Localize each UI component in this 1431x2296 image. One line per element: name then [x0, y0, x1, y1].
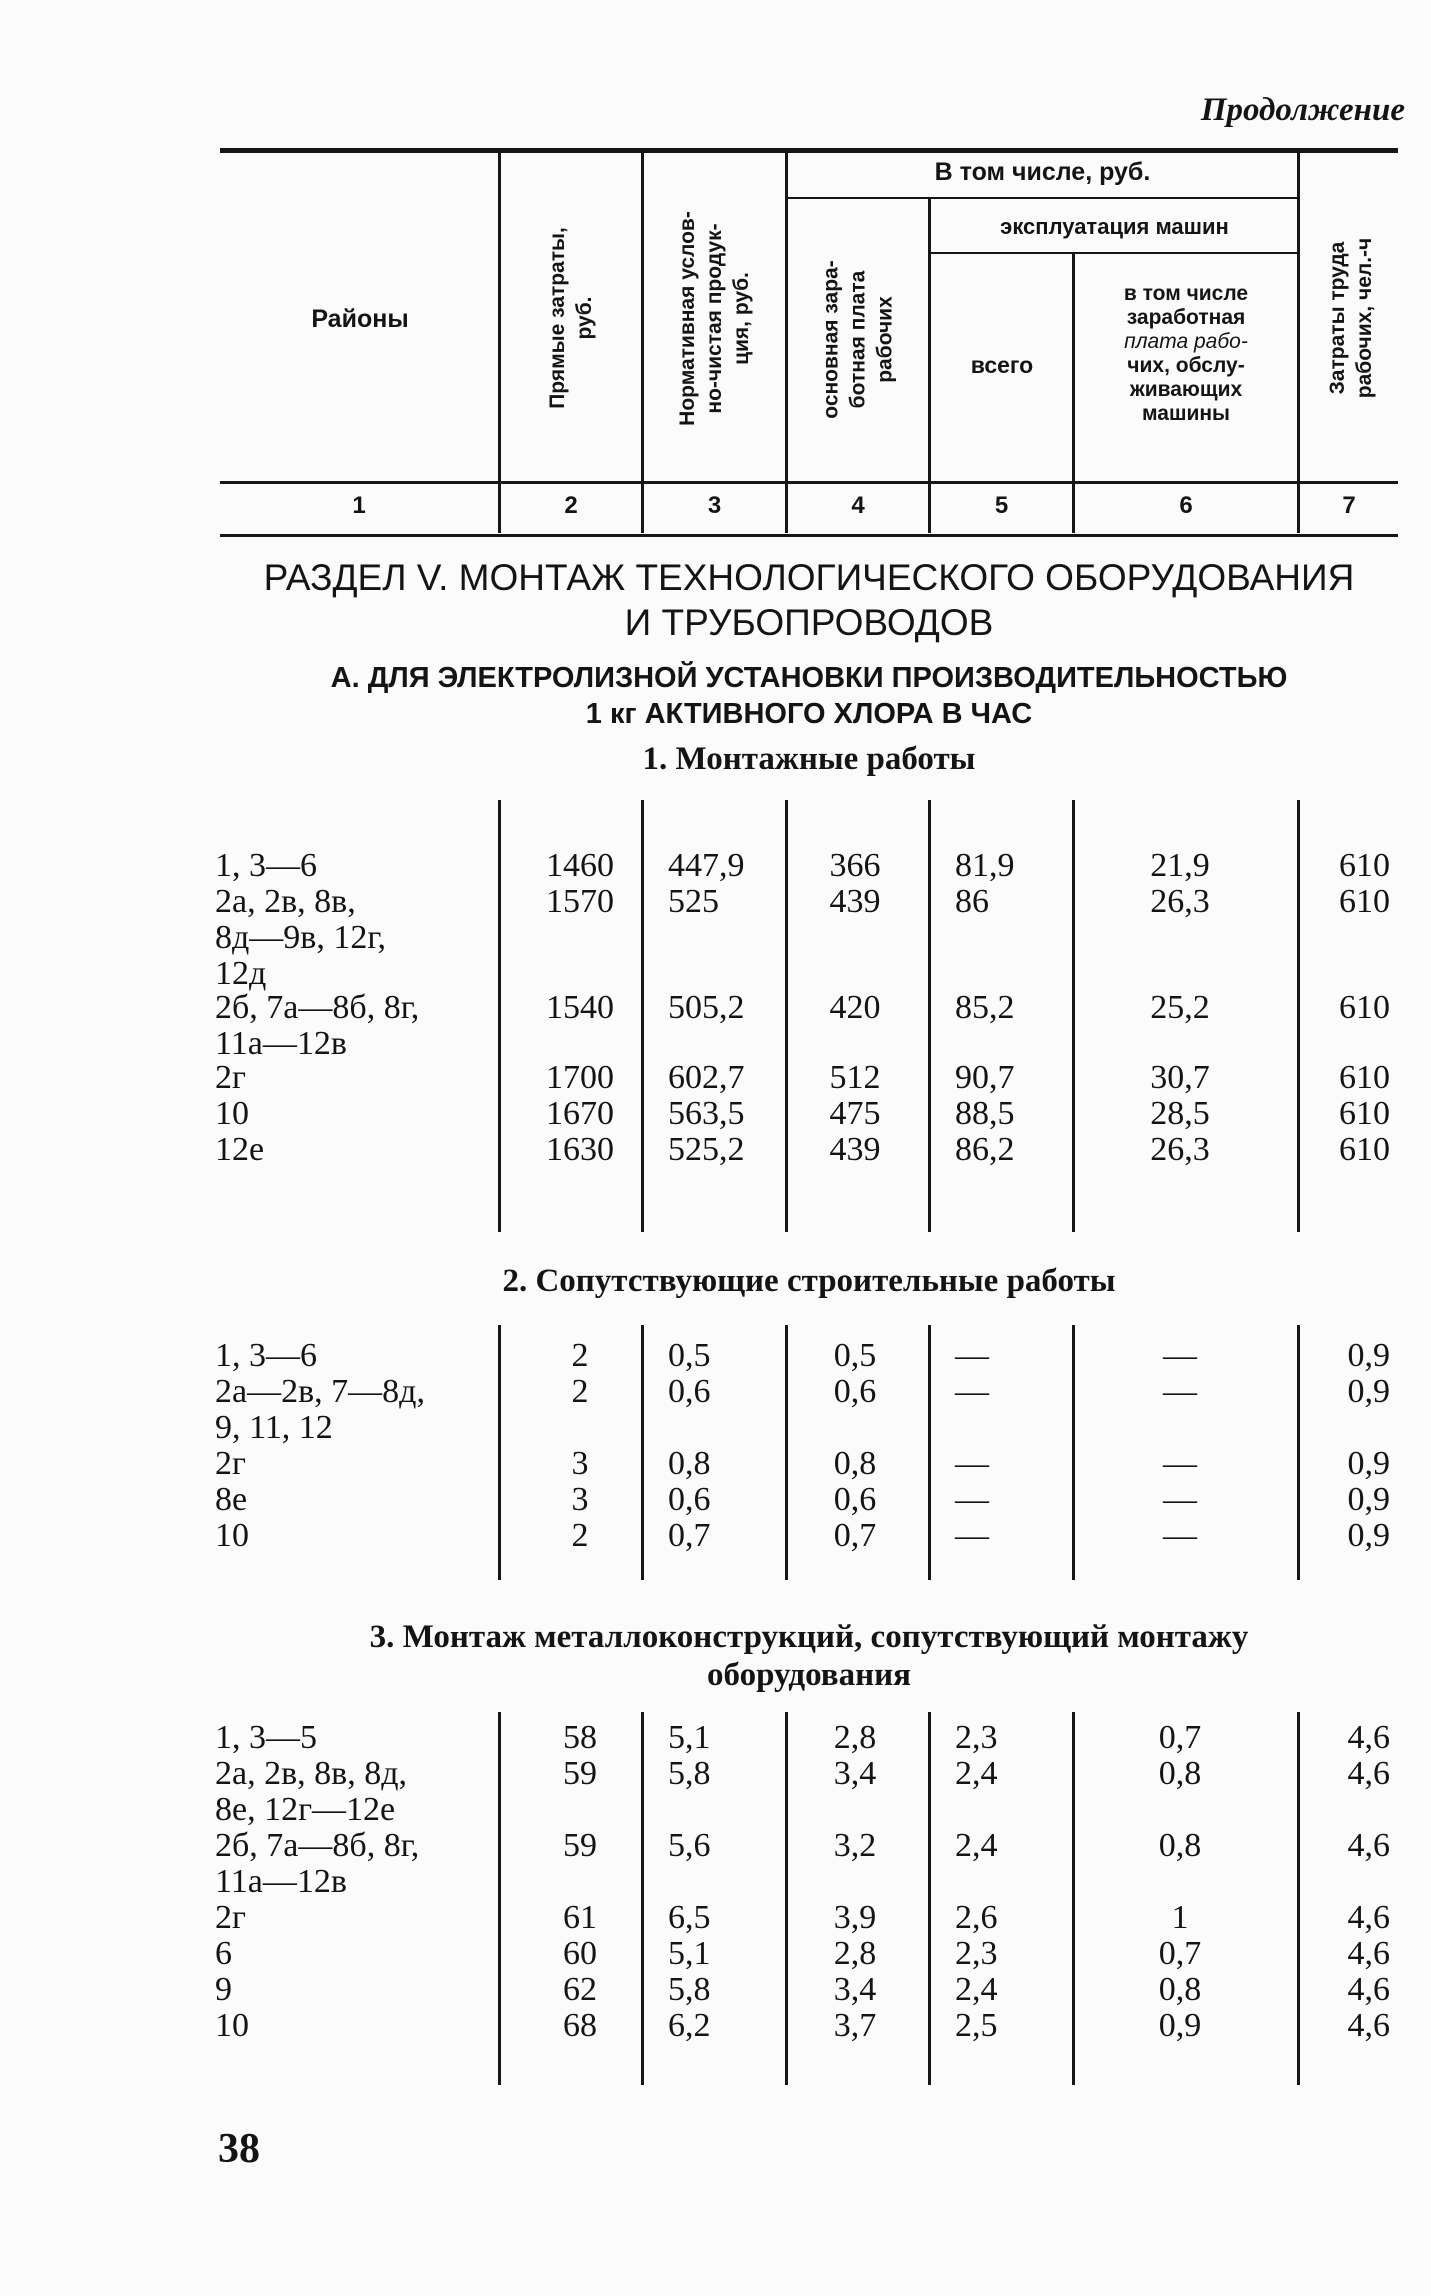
direct-costs-cell: 2 — [571, 1517, 589, 1554]
direct-costs-cell: 1540 — [546, 989, 614, 1026]
machine-wage-cell: 26,3 — [1150, 883, 1210, 920]
machine-total-cell: 2,4 — [955, 1755, 998, 1792]
basic-wage-cell: 512 — [829, 1059, 881, 1096]
labor-hours-cell: 610 — [1339, 883, 1390, 920]
labor-hours-cell: 610 — [1339, 989, 1390, 1026]
labor-hours-cell: 4,6 — [1347, 2007, 1390, 2044]
head-direct-costs: Прямые затраты, руб. — [546, 227, 597, 409]
machine-wage-cell: 25,2 — [1150, 989, 1210, 1026]
basic-wage-cell: 0,7 — [833, 1517, 877, 1554]
region-cell: 12е — [215, 1131, 265, 1168]
region-cell: 2б, 7а—8б, 8г, 11а—12в — [215, 1827, 420, 1900]
column-divider — [928, 1325, 931, 1580]
basic-wage-cell: 2,8 — [833, 1719, 877, 1756]
basic-wage-cell: 366 — [829, 847, 881, 884]
machine-wage-cell: 26,3 — [1150, 1131, 1210, 1168]
labor-hours-cell: 610 — [1339, 847, 1390, 884]
machine-total-cell: 2,5 — [955, 2007, 998, 2044]
machine-wage-cell: 21,9 — [1150, 847, 1210, 884]
machine-total-cell: 90,7 — [955, 1059, 1015, 1096]
machine-total-cell: 2,3 — [955, 1935, 998, 1972]
region-cell: 10 — [215, 2007, 249, 2044]
labor-hours-cell: 610 — [1339, 1095, 1390, 1132]
rule-numbers-bottom — [220, 534, 1398, 537]
head-vline-2 — [641, 153, 644, 533]
machine-wage-cell: — — [1163, 1481, 1197, 1518]
direct-costs-cell: 60 — [563, 1935, 597, 1972]
column-divider — [1072, 1712, 1075, 2085]
net-production-cell: 5,8 — [668, 1971, 711, 2008]
colnum-2: 2 — [564, 492, 578, 519]
basic-wage-cell: 3,9 — [833, 1899, 877, 1936]
net-production-cell: 0,6 — [668, 1373, 711, 1410]
machine-wage-cell: — — [1163, 1373, 1197, 1410]
column-divider — [641, 1325, 644, 1580]
direct-costs-cell: 1570 — [546, 883, 614, 920]
net-production-cell: 5,6 — [668, 1827, 711, 1864]
region-cell: 2б, 7а—8б, 8г, 11а—12в — [215, 989, 420, 1062]
basic-wage-cell: 420 — [829, 989, 881, 1026]
machine-total-cell: — — [955, 1517, 989, 1554]
basic-wage-cell: 2,8 — [833, 1935, 877, 1972]
net-production-cell: 447,9 — [668, 847, 745, 884]
net-production-cell: 563,5 — [668, 1095, 745, 1132]
labor-hours-cell: 4,6 — [1347, 1935, 1390, 1972]
head-labor: Затраты труда рабочих, чел.-ч — [1326, 237, 1376, 399]
labor-hours-cell: 610 — [1339, 1131, 1390, 1168]
machine-total-cell: — — [955, 1481, 989, 1518]
rule-head-bottom — [220, 481, 1398, 484]
machine-total-cell: 2,6 — [955, 1899, 998, 1936]
column-divider — [928, 1712, 931, 2085]
rule-top — [220, 148, 1398, 153]
machine-total-cell: 81,9 — [955, 847, 1015, 884]
head-regions: Районы — [311, 305, 409, 333]
basic-wage-cell: 439 — [829, 883, 881, 920]
machine-total-cell: — — [955, 1373, 989, 1410]
net-production-cell: 0,6 — [668, 1481, 711, 1518]
labor-hours-cell: 4,6 — [1347, 1719, 1390, 1756]
continuation-label: Продолжение — [1200, 92, 1405, 128]
net-production-cell: 0,8 — [668, 1445, 711, 1482]
region-cell: 2г — [215, 1445, 246, 1482]
direct-costs-cell: 1670 — [546, 1095, 614, 1132]
column-divider — [1072, 1325, 1075, 1580]
labor-hours-cell: 0,9 — [1347, 1481, 1390, 1518]
labor-hours-cell: 0,9 — [1347, 1337, 1390, 1374]
machine-total-cell: — — [955, 1445, 989, 1482]
colnum-7: 7 — [1342, 492, 1356, 519]
head-machine-wage: в том числе заработная плата рабо- чих, обслу- живающих машины — [1123, 282, 1249, 425]
direct-costs-cell: 3 — [571, 1481, 589, 1518]
machine-wage-cell: — — [1163, 1337, 1197, 1374]
machine-wage-cell: 28,5 — [1150, 1095, 1210, 1132]
basic-wage-cell: 3,7 — [833, 2007, 877, 2044]
region-cell: 2г — [215, 1059, 246, 1096]
machine-wage-cell: 1 — [1171, 1899, 1189, 1936]
net-production-cell: 0,5 — [668, 1337, 711, 1374]
direct-costs-cell: 58 — [563, 1719, 597, 1756]
rule-machines — [930, 252, 1297, 254]
direct-costs-cell: 1630 — [546, 1131, 614, 1168]
head-vline-6 — [1297, 153, 1300, 533]
basic-wage-cell: 3,4 — [833, 1971, 877, 2008]
machine-wage-cell: — — [1163, 1445, 1197, 1482]
region-cell: 10 — [215, 1095, 249, 1132]
section-title: РАЗДЕЛ V. МОНТАЖ ТЕХНОЛОГИЧЕСКОГО ОБОРУДОВАНИЯ И ТРУБОПРОВОДОВ — [263, 557, 1355, 643]
machine-total-cell: — — [955, 1337, 989, 1374]
net-production-cell: 6,2 — [668, 2007, 711, 2044]
rule-group — [787, 197, 1297, 199]
colnum-3: 3 — [707, 492, 722, 519]
labor-hours-cell: 0,9 — [1347, 1373, 1390, 1410]
direct-costs-cell: 1700 — [546, 1059, 614, 1096]
direct-costs-cell: 62 — [563, 1971, 597, 2008]
machine-wage-cell: 0,8 — [1158, 1827, 1202, 1864]
labor-hours-cell: 0,9 — [1347, 1517, 1390, 1554]
head-total: всего — [970, 352, 1034, 378]
colnum-1: 1 — [352, 492, 366, 519]
net-production-cell: 525 — [668, 883, 719, 920]
basic-wage-cell: 0,6 — [833, 1481, 877, 1518]
machine-total-cell: 86 — [955, 883, 989, 920]
net-production-cell: 0,7 — [668, 1517, 711, 1554]
direct-costs-cell: 61 — [563, 1899, 597, 1936]
head-vline-3 — [785, 153, 788, 533]
head-machines: эксплуатация машин — [1000, 214, 1229, 239]
basic-wage-cell: 475 — [829, 1095, 881, 1132]
basic-wage-cell: 0,5 — [833, 1337, 877, 1374]
direct-costs-cell: 2 — [571, 1337, 589, 1374]
region-cell: 8е — [215, 1481, 248, 1518]
block-title: 3. Монтаж металлоконструкций, сопутствующий монтажу оборудования — [369, 1619, 1249, 1693]
machine-total-cell: 2,4 — [955, 1827, 998, 1864]
block-title: 1. Монтажные работы — [642, 741, 976, 777]
net-production-cell: 5,1 — [668, 1719, 711, 1756]
net-production-cell: 5,8 — [668, 1755, 711, 1792]
head-net-production: Нормативная услов- но-чистая продук- ция, руб. — [675, 210, 753, 426]
head-vline-4 — [928, 199, 931, 533]
region-cell: 10 — [215, 1517, 249, 1554]
colnum-4: 4 — [851, 492, 865, 519]
direct-costs-cell: 59 — [563, 1755, 597, 1792]
page-number: 38 — [218, 2126, 260, 2172]
head-basic-wage: основная зара- ботная плата рабочих — [819, 260, 897, 419]
machine-wage-cell: 0,8 — [1158, 1971, 1202, 2008]
labor-hours-cell: 0,9 — [1347, 1445, 1390, 1482]
net-production-cell: 602,7 — [668, 1059, 745, 1096]
basic-wage-cell: 3,4 — [833, 1755, 877, 1792]
region-cell: 6 — [215, 1935, 232, 1972]
machine-wage-cell: 0,9 — [1158, 2007, 1202, 2044]
machine-total-cell: 2,3 — [955, 1719, 998, 1756]
basic-wage-cell: 439 — [829, 1131, 881, 1168]
labor-hours-cell: 4,6 — [1347, 1755, 1390, 1792]
direct-costs-cell: 68 — [563, 2007, 597, 2044]
machine-total-cell: 86,2 — [955, 1131, 1015, 1168]
labor-hours-cell: 4,6 — [1347, 1899, 1390, 1936]
column-divider — [785, 800, 788, 1232]
direct-costs-cell: 3 — [571, 1445, 589, 1482]
machine-wage-cell: 0,7 — [1158, 1719, 1202, 1756]
basic-wage-cell: 0,8 — [833, 1445, 877, 1482]
machine-wage-cell: 0,8 — [1158, 1755, 1202, 1792]
machine-wage-cell: — — [1163, 1517, 1197, 1554]
basic-wage-cell: 3,2 — [833, 1827, 877, 1864]
machine-total-cell: 88,5 — [955, 1095, 1015, 1132]
column-divider — [1072, 800, 1075, 1232]
labor-hours-cell: 4,6 — [1347, 1827, 1390, 1864]
head-group: В том числе, руб. — [934, 158, 1151, 186]
region-cell: 2а, 2в, 8в, 8д, 8е, 12г—12е — [215, 1755, 407, 1828]
labor-hours-cell: 610 — [1339, 1059, 1390, 1096]
machine-wage-cell: 0,7 — [1158, 1935, 1202, 1972]
machine-total-cell: 85,2 — [955, 989, 1015, 1026]
machine-total-cell: 2,4 — [955, 1971, 998, 2008]
direct-costs-cell: 2 — [571, 1373, 589, 1410]
region-cell: 9 — [215, 1971, 232, 2008]
direct-costs-cell: 59 — [563, 1827, 597, 1864]
net-production-cell: 525,2 — [668, 1131, 745, 1168]
region-cell: 1, 3—6 — [215, 1337, 317, 1374]
subsection-title: А. ДЛЯ ЭЛЕКТРОЛИЗНОЙ УСТАНОВКИ ПРОИЗВОДИТЕЛЬНОСТЬЮ 1 кг АКТИВНОГО ХЛОРА В ЧАС — [330, 662, 1288, 730]
machine-wage-cell: 30,7 — [1150, 1059, 1210, 1096]
region-cell: 1, 3—6 — [215, 847, 317, 884]
region-cell: 1, 3—5 — [215, 1719, 317, 1756]
region-cell: 2а—2в, 7—8д, 9, 11, 12 — [215, 1373, 425, 1446]
direct-costs-cell: 1460 — [546, 847, 614, 884]
block-title: 2. Сопутствующие строительные работы — [502, 1263, 1116, 1299]
basic-wage-cell: 0,6 — [833, 1373, 877, 1410]
colnum-5: 5 — [994, 492, 1009, 519]
head-vline-1 — [498, 153, 501, 533]
column-divider — [641, 800, 644, 1232]
column-divider — [785, 1712, 788, 2085]
column-divider — [785, 1325, 788, 1580]
column-divider — [928, 800, 931, 1232]
colnum-6: 6 — [1179, 492, 1193, 519]
net-production-cell: 5,1 — [668, 1935, 711, 1972]
region-cell: 2а, 2в, 8в, 8д—9в, 12г, 12д — [215, 883, 386, 992]
region-cell: 2г — [215, 1899, 246, 1936]
net-production-cell: 6,5 — [668, 1899, 711, 1936]
column-divider — [641, 1712, 644, 2085]
labor-hours-cell: 4,6 — [1347, 1971, 1390, 2008]
net-production-cell: 505,2 — [668, 989, 745, 1026]
